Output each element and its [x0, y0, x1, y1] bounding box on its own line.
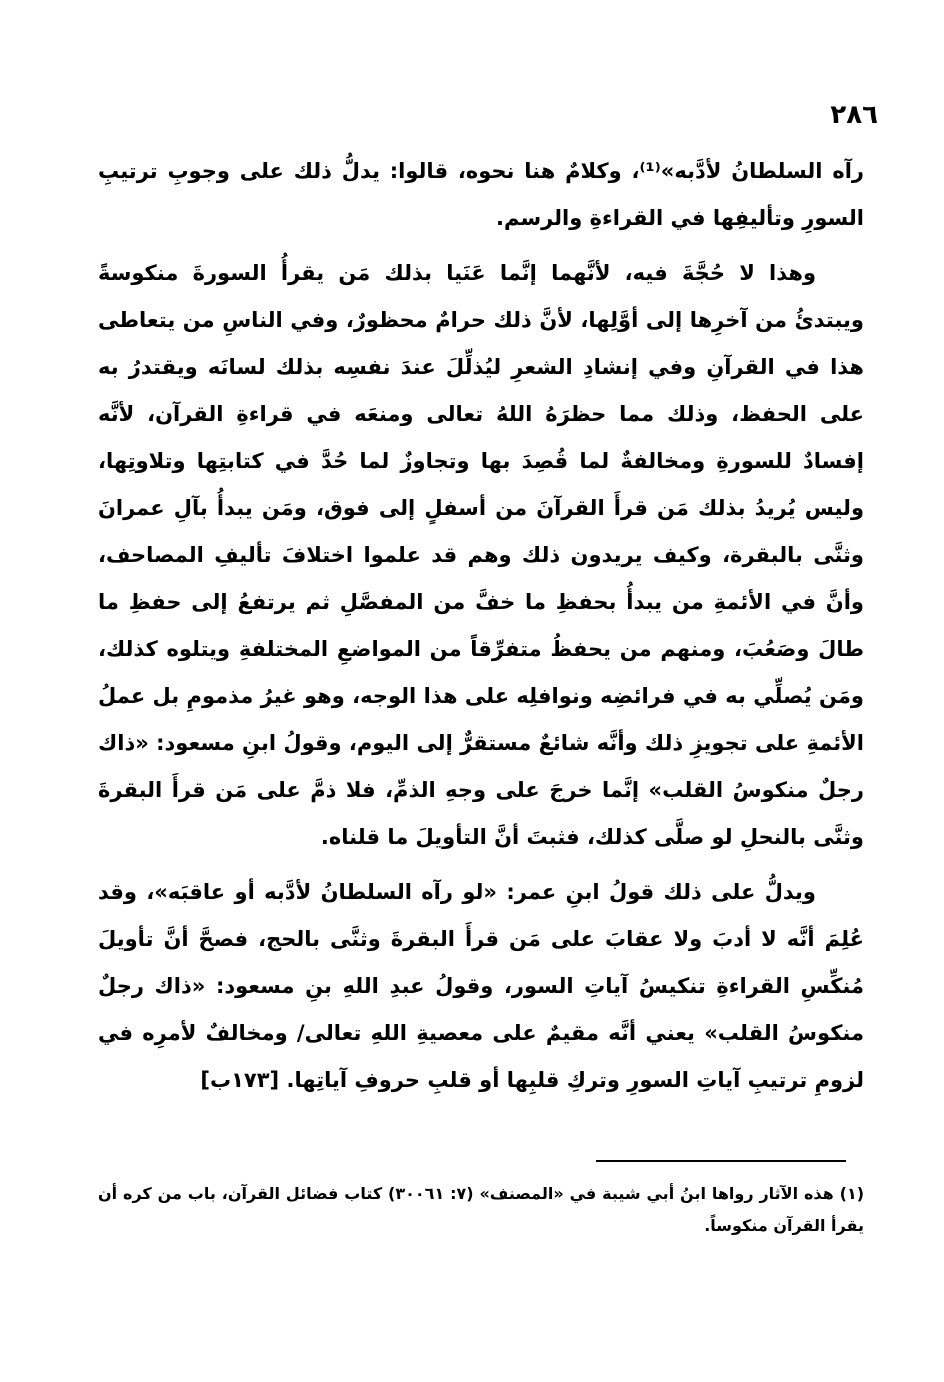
main-text [98, 148, 864, 1112]
paragraph-1: رآه السلطانُ لأدَّبه»⁽¹⁾، وكلامٌ هنا نحوه، قالوا: يدلُّ ذلك على وجوبِ ترتيبِ السورِ وتأليفِها في القراءةِ والرسم. [98, 159, 865, 230]
paragraph-3 [98, 869, 864, 1104]
manuscript-folio-ref: [١٧٣ب] [200, 1068, 280, 1092]
footnote: (١) هذه الآثار رواها ابنُ أبي شيبة في «المصنف» (٧: ٣٠٠٦١) كتاب فضائل القرآن، باب من كره أن يقرأ القرآن منكوساً. [98, 1184, 865, 1235]
footnote-divider [596, 1160, 846, 1162]
paragraph-3-text: ويدلُّ على ذلك قولُ ابنِ عمر: «لو رآه السلطانُ لأدَّبه أو عاقبَه»، وقد عُلِمَ أنَّه لا أدبَ ولا عقابَ على مَن قرأَ البقرةَ وثنَّى بالحج، فصحَّ أنَّ تأويلَ مُنكِّسِ القراءةِ تنكيسُ آياتِ السور، وقولُ عبدِ اللهِ بنِ مسعود: «ذاك رجلٌ منكوسُ القلب» يعني أنَّه مقيمٌ على معصيةِ اللهِ تعالى/ ومخالفٌ لأمرِه في لزومِ ترتيبِ آياتِ السورِ وتركِ قلبِها أو قلبِ حروفِ آياتِها. [98, 880, 864, 1092]
page-number: ٢٨٦ [830, 100, 878, 130]
paragraph-2: وهذا لا حُجَّةَ فيه، لأنَّهما إنَّما عَنَيا بذلك مَن يقرأُ السورةَ منكوسةً ويبتدئُ من آخرِها إلى أوَّلِها، لأنَّ ذلك حرامٌ محظورٌ، وفي الناسِ من يتعاطى هذا في القرآنِ وفي إنشادِ الشعرِ ليُذلِّلَ عندَ نفسِه بذلك لسانَه ويقتدرُ به على الحفظ، وذلك مما حظرَهُ اللهُ تعالى ومنعَه في قراءةِ القرآن، لأنَّه إفسادٌ للسورةِ ومخالفةٌ لما قُصِدَ بها وتجاوزٌ لما حُدَّ في كتابتِها وتلاوتِها، وليس يُريدُ بذلك مَن قرأَ القرآنَ من أسفلٍ إلى فوق، ومَن يبدأُ بآلِ عمرانَ وثنَّى بالبقرة، وكيف يريدون ذلك وهم قد علموا اختلافَ تأليفِ المصاحف، وأنَّ في الأئمةِ من يبدأُ بحفظِ ما خفَّ من المفصَّلِ ثم يرتفعُ إلى حفظِ ما طالَ وصَعُبَ، ومنهم من يحفظُ متفرِّقاً من المواضعِ المختلفةِ ويتلوه كذلك، ومَن يُصلِّي به في فرائضِه ونوافلِه على هذا الوجه، وهو غيرُ مذمومِ بل عملُ الأئمةِ على تجويزِ ذلك وأنَّه شائعٌ مستقرٌّ إلى اليوم، وقولُ ابنِ مسعود: «ذاك رجلٌ منكوسُ القلب» إنَّما خرجَ على وجهِ الذمِّ، فلا ذمَّ على مَن قرأَ البقرةَ وثنَّى بالنحلِ لو صلَّى كذلك، فثبتَ أنَّ التأويلَ ما قلناه. [98, 261, 864, 849]
